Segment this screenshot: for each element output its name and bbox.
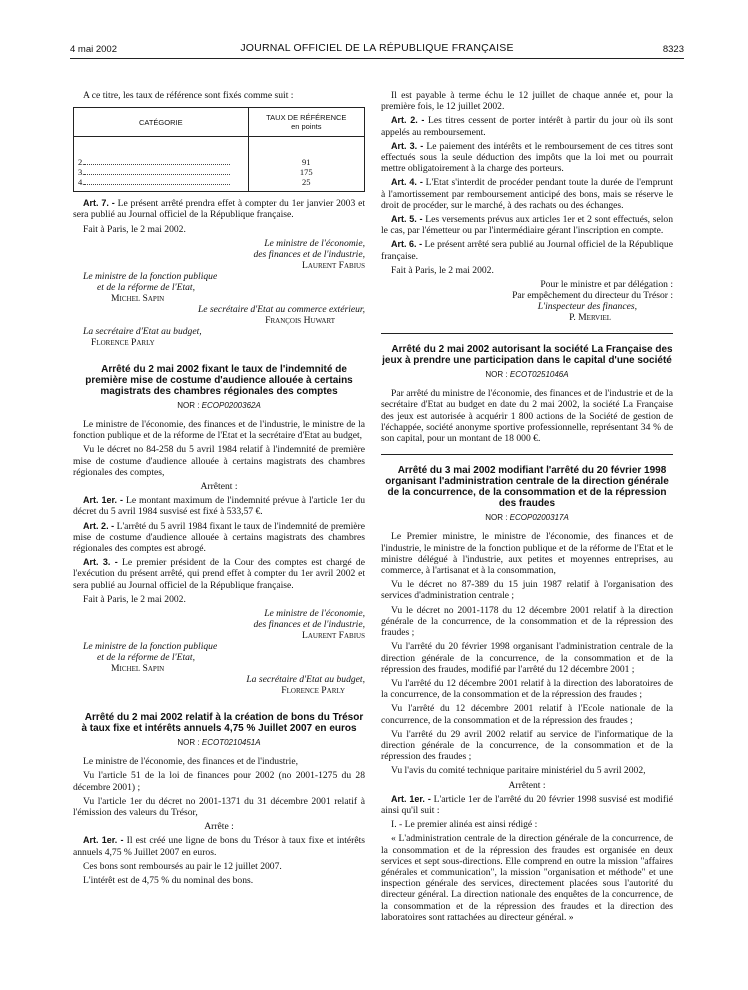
signatory-title: Le secrétaire d'Etat au commerce extérieur, — [197, 303, 365, 315]
table-row — [74, 167, 365, 177]
paragraph: Vu l'arrêté du 29 avril 2002 relatif au service de l'informatique de la direction générale de la concurrence, de la consommation et de la répression des fraudes ; — [381, 728, 673, 763]
arretent: Arrêtent : — [200, 481, 238, 493]
signatory-title: Le ministre de la fonction publique — [83, 270, 218, 282]
page-header — [70, 42, 684, 59]
nor-reference: NOR : ECOT0210451A — [177, 738, 261, 748]
table-header-rate: TAUX DE RÉFÉRENCE en points — [248, 108, 364, 137]
table-header-row — [74, 108, 365, 137]
article-6: Art. 6. - Le présent arrêté sera publié au Journal officiel de la République française. — [381, 239, 673, 262]
signatory-name: P. Merviel — [569, 312, 611, 324]
article-7: Art. 7. - Le présent arrêté prendra effet à compter du 1er janvier 2003 et sera publié au Journal officiel de la République française. — [73, 198, 365, 221]
paragraph: Vu l'article 51 de la loi de finances pour 2002 (no 2001-1275 du 28 décembre 2001) ; — [73, 770, 365, 793]
signatory-title: Le ministre de la fonction publique — [83, 641, 218, 653]
article-3: Art. 3. - Le premier président de la Cour des comptes est chargé de l'exécution du présent arrêté, qui prend effet à compter du 1er avril 2002 et sera publié au Journal officiel de la République française. — [73, 557, 365, 591]
signatory-title: La secrétaire d'Etat au budget, — [246, 674, 365, 686]
intro-text: A ce titre, les taux de référence sont fixés comme suit : — [83, 90, 294, 101]
section-divider — [381, 454, 673, 455]
arretent: Arrêtent : — [508, 779, 546, 791]
paragraph: Le ministre de l'économie, des finances et de l'industrie, le ministre de la fonction publique et de la réforme de l'Etat et la secrétaire d'Etat au budget, — [73, 419, 365, 442]
nor-reference: NOR : ECOT0251046A — [485, 370, 569, 380]
signatory-title: La secrétaire d'Etat au budget, — [83, 325, 202, 337]
paragraph: I. - Le premier alinéa est ainsi rédigé : — [391, 819, 538, 831]
table-cell-category: 4. — [74, 177, 249, 192]
paragraph: Vu l'avis du comité technique paritaire ministériel du 5 avril 2002, — [391, 765, 646, 777]
paragraph: Le ministre de l'économie, des finances et de l'industrie, — [83, 756, 298, 768]
nor-reference: NOR : ECOP0200317A — [485, 513, 569, 523]
fait-a-paris: Fait à Paris, le 2 mai 2002. — [391, 264, 494, 276]
paragraph: Vu le décret no 84-258 du 5 avril 1984 relatif à l'indemnité de première mise de costume d'audience allouée à certains magistrats des chambres régionales des comptes, — [73, 444, 365, 478]
signatory-name: Laurent Fabius — [302, 259, 365, 271]
journal-title: JOURNAL OFFICIEL DE LA RÉPUBLIQUE FRANÇAISE — [240, 42, 514, 54]
article-title: Arrêté du 2 mai 2002 relatif à la création de bons du Trésor à taux fixe et intérêts annuels 4,75 % Juillet 2007 en euros — [81, 712, 364, 735]
signatory-name: Florence Parly — [91, 336, 155, 348]
table-row — [74, 137, 365, 168]
arrete: Arrête : — [204, 821, 234, 833]
article-5: Art. 5. - Les versements prévus aux articles 1er et 2 sont effectués, selon le cas, par l'émetteur ou par l'intermédiaire gérant l'inscription en compte. — [381, 214, 673, 237]
article-1: Art. 1er. - Le montant maximum de l'indemnité prévue à l'article 1er du décret du 5 avril 1984 susvisé est fixé à 533,57 €. — [73, 495, 366, 518]
page-number: 8323 — [662, 44, 684, 55]
article-4: Art. 4. - L'Etat s'interdit de procéder pendant toute la durée de l'emprunt à l'amortissement par remboursement anticipé des bons, mais se réserve le droit de procéder, sur le marché, à des rachats ou des échanges. — [381, 177, 673, 211]
section-divider — [381, 333, 673, 334]
fait-a-paris: Fait à Paris, le 2 mai 2002. — [83, 223, 186, 235]
article-1: Art. 1er. - L'article 1er de l'arrêté du 20 février 1998 susvisé est modifié ainsi qu'il suit : — [381, 793, 673, 816]
table-cell-rate: 25 — [248, 177, 364, 192]
paragraph: Vu le décret no 2001-1178 du 12 décembre 2001 relatif à la direction générale de la concurrence, de la consommation et de la répression des fraudes ; — [381, 604, 673, 639]
paragraph: « L'administration centrale de la direction générale de la concurrence, de la consommation et de la répression des fraudes est organisée en deux services et sept sous-directions. Elle comprend en outre la mission "affaires générales et communication", la mission "organisation et méthode" et une inspection générale des services, directement placées sous l'autorité du directeur général. La direction nationale des enquêtes de la concurrence, de la consommation et de la répression des fraudes et la direction des laboratoires sont rattachées au directeur général. » — [381, 833, 673, 923]
table-row — [74, 177, 365, 192]
signatory-title: Par empêchement du directeur du Trésor : — [512, 290, 673, 302]
paragraph: L'intérêt est de 4,75 % du nominal des bons. — [83, 875, 254, 887]
article-3: Art. 3. - Le paiement des intérêts et le remboursement de ces titres sont effectués sous la seule déduction des impôts que la loi met ou pourrait mettre obligatoirement à la charge des porteurs. — [381, 140, 673, 175]
paragraph: Vu l'article 1er du décret no 2001-1371 du 31 décembre 2001 relatif à l'émission des valeurs du Trésor, — [73, 795, 365, 819]
signatory-name: Laurent Fabius — [302, 630, 365, 642]
left-column — [73, 90, 365, 889]
table-cell-rate: 91 — [248, 137, 364, 168]
fait-a-paris: Fait à Paris, le 2 mai 2002. — [83, 593, 186, 605]
paragraph: Vu l'arrêté du 12 décembre 2001 relatif à l'Ecole nationale de la concurrence, de la consommation et de la répression des fraudes ; — [381, 703, 673, 726]
signatory-title: et de la réforme de l'Etat, — [97, 652, 195, 664]
header-date: 4 mai 2002 — [70, 44, 118, 55]
paragraph: Vu l'arrêté du 20 février 1998 organisant l'administration centrale de la direction générale de la concurrence, de la consommation et de la répression des fraudes, modifié par l'arrêté du 12 décembre 2001 ; — [381, 641, 673, 675]
nor-reference: NOR : ECOP0200362A — [177, 400, 261, 410]
paragraph: Le Premier ministre, le ministre de l'économie, des finances et de l'industrie, le ministre de la fonction publique et de la réforme de l'Etat et le ministre délégué à l'industrie, aux petites et moyennes entreprises, au commerce, à l'artisanat et à la consommation, — [381, 531, 673, 577]
signatory-title: Le ministre de l'économie, — [264, 237, 365, 249]
article-title: Arrêté du 2 mai 2002 fixant le taux de l'indemnité de première mise de costume d'audience allouée à certains magistrats des chambres régionales des comptes — [85, 363, 353, 397]
signatory-name: François Huwart — [265, 314, 335, 326]
signatory-title: et de la réforme de l'Etat, — [97, 281, 195, 293]
signatory-name: Michel Sapin — [111, 663, 165, 675]
article-1: Art. 1er. - Il est créé une ligne de bons du Trésor à taux fixe et intérêts annuels 4,75 % Juillet 2007 en euros. — [73, 835, 366, 858]
signatory-title: Le ministre de l'économie, — [264, 608, 365, 620]
paragraph: Ces bons sont remboursés au pair le 12 juillet 2007. — [83, 860, 282, 872]
article-title: Arrêté du 2 mai 2002 autorisant la société La Française des jeux à prendre une participation dans le capital d'une société — [382, 344, 673, 367]
signatory-name: Michel Sapin — [111, 292, 165, 304]
article-2: Art. 2. - L'arrêté du 5 avril 1984 fixant le taux de l'indemnité de première mise de costume d'audience allouée à certains magistrats des chambres régionales des comptes est abrogé. — [73, 520, 365, 555]
right-column — [381, 90, 673, 926]
reference-rates-table — [73, 107, 365, 192]
table-cell-category: 3. — [74, 167, 249, 177]
paragraph: Vu le décret no 87-389 du 15 juin 1987 relatif à l'organisation des services d'administration centrale ; — [381, 579, 673, 602]
signatory-title: L'inspecteur des finances, — [537, 301, 637, 313]
signatory-title: des finances et de l'industrie, — [253, 619, 365, 631]
paragraph: Par arrêté du ministre de l'économie, des finances et de l'industrie et de la secrétaire d'Etat au budget en date du 2 mai 2002, la société La Française des jeux est autorisée à acquérir 1 800 actions de la Société de gestion de l'échappée, société anonyme sportive professionnelle, représentant 34 % de son capital, pour un montant de 18 000 €. — [381, 388, 673, 445]
table-header-category: CATÉGORIE — [74, 108, 249, 137]
article-title: Arrêté du 3 mai 2002 modifiant l'arrêté du 20 février 1998 organisant l'administration centrale de la direction générale de la concurrence, de la consommation et de la répression des fraudes — [385, 465, 669, 510]
signatory-title: des finances et de l'industrie, — [253, 248, 365, 260]
signatory-name: Florence Parly — [281, 685, 345, 697]
table-cell-rate: 175 — [248, 167, 364, 177]
article-2: Art. 2. - Les titres cessent de porter intérêt à partir du jour où ils sont appelés au remboursement. — [381, 115, 673, 138]
table-cell-category: 2. — [74, 137, 249, 168]
paragraph: Vu l'arrêté du 12 décembre 2001 relatif à la direction des laboratoires de la concurrence, de la consommation et de la répression des fraudes ; — [381, 677, 673, 701]
signatory-title: Pour le ministre et par délégation : — [540, 279, 673, 291]
paragraph: Il est payable à terme échu le 12 juillet de chaque année et, pour la première fois, le 12 juillet 2002. — [381, 90, 673, 113]
